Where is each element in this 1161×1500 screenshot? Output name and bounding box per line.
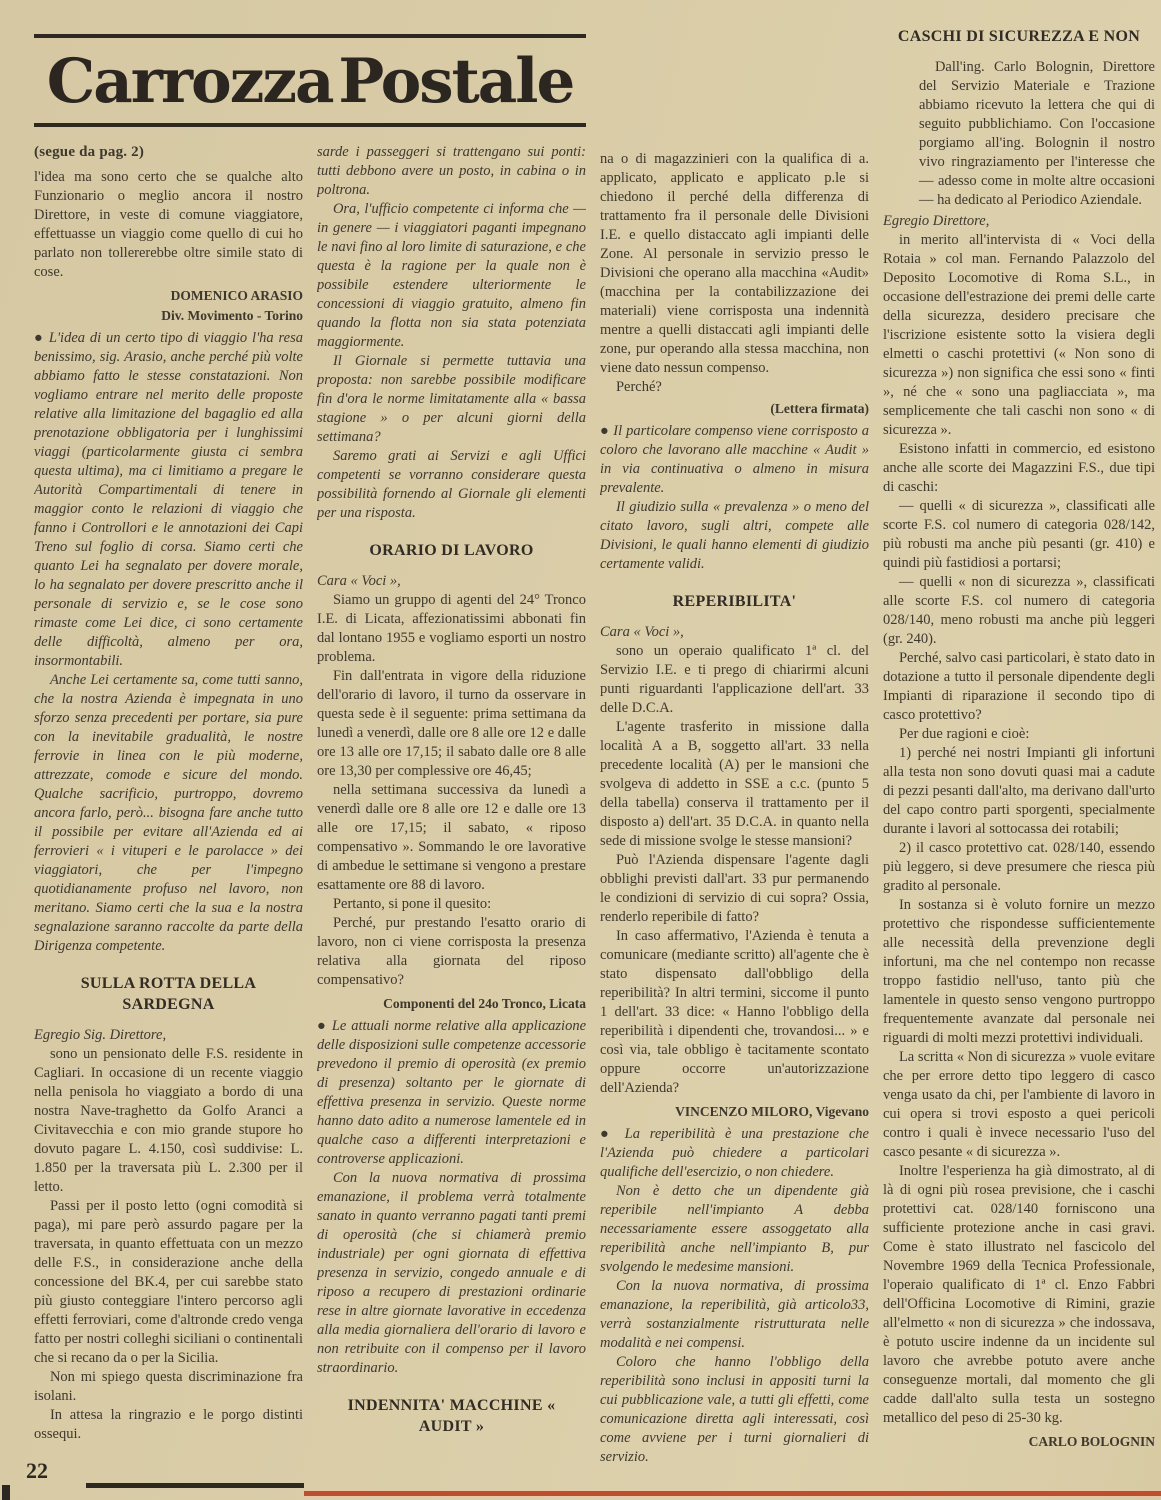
masthead bbox=[34, 24, 586, 127]
page-number: 22 bbox=[26, 1458, 48, 1483]
paragraph: Siamo un gruppo di agenti del 24° Tronco I.E. di Licata, affezionatissimi abbonati fin dal lontano 1955 e vogliamo esporti un nostro problema. bbox=[317, 592, 586, 666]
column-2 bbox=[317, 143, 586, 1443]
paragraph: Esistono infatti in commercio, ed esistono anche alle scorte dei Magazzini F.S., due tipi di caschi: bbox=[883, 441, 1155, 495]
paragraph: 2) il casco protettivo cat. 028/140, essendo più leggero, si deve presumere che riesca più gradito al personale. bbox=[883, 840, 1155, 894]
paragraph: Per due ragioni e cioè: bbox=[898, 726, 1030, 742]
footer-dark-rule bbox=[86, 1483, 304, 1488]
masthead-title: Carrozza Postale bbox=[46, 46, 574, 117]
paragraph: Può l'Azienda dispensare l'agente dagli obblighi previsti dall'art. 33 pur permanendo le condizioni di servizio di cui sopra? Ossia, renderlo reperibile di fatto? bbox=[600, 852, 869, 925]
editor-reply: ● Le attuali norme relative alla applicazione delle disposizioni sulle competenze accessorie prevedono il premio di operosità (ex premio di presenza) soltanto per le giornate di effettiva presenza in servizio. Queste norme hanno dato adito a numerose lamentele ed in qualche caso a differenti interpretazioni e controverse applicazioni. bbox=[317, 1018, 586, 1168]
editor-reply: Il Giornale si permette tuttavia una proposta: non sarebbe possibile modificare fin d'ora le norme limitatamente alla « bassa stagione » o per alcuni giorni della settimana? bbox=[317, 353, 586, 446]
signature: Componenti del 24o Tronco, Licata bbox=[383, 996, 586, 1012]
paragraph: Perché, salvo casi particolari, è stato dato in dotazione a tutto il personale dipendente degli Impianti di riparazione il secondo tipo di casco protettivo? bbox=[883, 650, 1155, 723]
signature: (Lettera firmata) bbox=[770, 401, 869, 416]
paragraph: na o di magazzinieri con la qualifica di a. applicato, applicato e applicato p.le si chiedono il perché della differenza di trattamento fra il personale delle Divisioni I.E. e quello distaccato agli impianti delle Zone. Al personale in servizio presso le Divisioni che operano alla macchina «Audit» (macchina per la contabilizzazione dei materiali) viene corrisposta una indennità mentre a quelli distaccati agli impianti delle zone, pur operando alla stessa macchina, non viene dato nessun compenso. bbox=[600, 151, 869, 376]
column-4 bbox=[883, 24, 1155, 1480]
editor-reply: ● Il particolare compenso viene corrisposto a coloro che lavorano alle macchine « Audit » in via continuativa o almeno in misura prevalente. bbox=[600, 423, 869, 496]
left-section bbox=[34, 24, 586, 1480]
paragraph: 1) perché nei nostri Impianti gli infortuni alla testa non sono dovuti quasi mai a cadute di pezzi pesanti dall'alto, ma derivano dall'urto del capo contro parti sporgenti, specialmente durante i lavori al sottocassa dei rotabili; bbox=[883, 745, 1155, 837]
signature: DOMENICO ARASIO bbox=[170, 288, 303, 304]
column-3 bbox=[600, 24, 869, 1480]
footer-red-rule bbox=[304, 1491, 1161, 1496]
paragraph: In sostanza si è voluto fornire un mezzo protettivo che rispondesse sufficientemente alle necessità della prevenzione degli infortuni, ma che nel contempo non recasse troppo fastidio nell'uso, tanto più che lamentele in questo senso vengono purtroppo frequentemente avanzate dal personale nei riguardi di molti mezzi protettivi individuali. bbox=[883, 897, 1155, 1046]
paragraph: Perché? bbox=[615, 379, 662, 395]
signature: VINCENZO MILORO, Vigevano bbox=[675, 1104, 869, 1119]
salutation: Cara « Voci », bbox=[600, 624, 684, 640]
paragraph: — quelli « di sicurezza », classificati alle scorte F.S. col numero di categoria 028/142, più robusti ma anche più pesanti (gr. 410) e quindi più fastidiosi a portarsi; bbox=[883, 498, 1155, 571]
editor-reply: sarde i passeggeri si trattengano sui ponti: tutti debbono avere un posto, in cabina o in poltrona. bbox=[317, 144, 586, 199]
section-heading-sardegna: SULLA ROTTA DELLA SARDEGNA bbox=[80, 975, 257, 1014]
columns-1-2 bbox=[34, 143, 586, 1443]
section-heading-audit: INDENNITA' MACCHINE « AUDIT » bbox=[347, 1397, 556, 1436]
paragraph: Non mi spiego questa discriminazione fra isolani. bbox=[34, 1369, 303, 1405]
corner-mark bbox=[2, 1485, 10, 1500]
editor-reply: Saremo grati ai Servizi e agli Uffici competenti se vorranno considerare questa possibilità fornendo al Giornale gli elementi per una risposta. bbox=[317, 448, 586, 522]
paragraph: Inoltre l'esperienza ha già dimostrato, al di là di ogni più rosea previsione, che i caschi protettivi cat. 028/140 forniscono una sufficiente protezione anche in casi gravi. Come è stato illustrato nel fascicolo del Novembre 1969 della Tecnica Professionale, l'operaio qualificato di 1ª cl. Enzo Fabbri dell'Officina Locomotive di Rimini, grazie all'elmetto « non di sicurezza » che indossava, è potuto uscire indenne da un incidente sul lavoro che avrebbe potuto avere anche conseguenze mortali, dal momento che gli cadde dall'alto sulla testa un sostegno metallico del peso di 25-30 kg. bbox=[883, 1163, 1155, 1426]
signature-org: Div. Movimento - Torino bbox=[161, 308, 303, 324]
paragraph: nella settimana successiva da lunedì a venerdì dalle ore 8 alle ore 12 e dalle ore 13 alle ore 17,15; il sabato, « riposo compensativo ». Sommando le ore lavorative di ambedue le settimane si vengono a prestare esattamente ore 88 di lavoro. bbox=[317, 782, 586, 894]
paragraph: l'idea ma sono certo che se qualche alto Funzionario o meglio ancora il nostro Direttore, in veste di comune viaggiatore, effettuasse un viaggio come quello di cui ho parlato non tollererebbe oltre simile stato di cose. bbox=[34, 169, 303, 281]
paragraph: Perché, pur prestando l'esatto orario di lavoro, non ci viene corrisposta la presenza relativa alla giornata del riposo compensativo? bbox=[317, 915, 586, 989]
masthead-top-rule bbox=[34, 34, 586, 38]
paragraph: Pertanto, si pone il quesito: bbox=[332, 896, 492, 913]
editor-reply: ● L'idea di un certo tipo di viaggio l'ha resa benissimo, sig. Arasio, anche perché più volte abbiamo fatto le stesse constatazioni. Non vogliamo entrare nel merito delle proposte relative alla limitazione del bagaglio ed alla prenotazione obbligatoria per i lunghissimi viaggi (particolarmente giusta ci sembra questa ultima), ma ci limitiamo a pregare le Autorità Compartimentali di tenere in maggior conto le relazioni di viaggio che fanno i Controllori e le annotazioni dei Capi Treno sul foglio di corsa. Siamo certi che quanto Lei ha segnalato per dovere morale, lo ha segnalato per dovere prescritto anche il personale di servizio e, se le cose sono rimaste come Lei dice, ci sono certamente delle difficoltà, almeno per ora, insormontabili. bbox=[34, 330, 303, 670]
salutation: Egregio Direttore, bbox=[883, 213, 990, 229]
paragraph: in merito all'intervista di « Voci della Rotaia » col man. Fernando Palazzolo del Deposito Locomotive di Roma S.L., in occasione dell'estrazione dei premi delle carte della sicurezza, desidero precisare che l'iscrizione esistente sotto la visiera degli elmetti o caschi protettivi (« Non sono di sicurezza ») non significa che essi sono « finti », né che « sono una pagliacciata », ma semplicemente che tali caschi non sono « di sicurezza ». bbox=[883, 232, 1155, 438]
paragraph: In caso affermativo, l'Azienda è tenuta a comunicare (mediante scritto) all'agente che è stato dispensato dall'obbligo della reperibilità? In altri termini, siccome il punto 1 dell'art. 33 dice: « Hanno l'obbligo della reperibilità i dipendenti che, trovandosi... » e così via, tale obbligo è tacitamente scontato oppure occorre un'autorizzazione dell'Azienda? bbox=[600, 928, 869, 1096]
paragraph: — quelli « non di sicurezza », classificati alle scorte F.S. col numero di categoria 028/140, meno robusti ma anche più leggeri (gr. 240). bbox=[883, 574, 1155, 647]
masthead-bottom-rule bbox=[34, 123, 586, 127]
editor-reply: ● La reperibilità è una prestazione che l'Azienda può chiedere a particolari qualifiche dell'esercizio, o non chiedere. bbox=[600, 1126, 869, 1180]
editor-reply: Con la nuova normativa, di prossima emanazione, la reperibilità, già articolo33, verrà sostanzialmente ristrutturata nelle modalità e nei compensi. bbox=[600, 1278, 869, 1351]
editor-reply: Coloro che hanno l'obbligo della reperibilità sono inclusi in appositi turni la cui pubblicazione vale, a tutti gli effetti, come comunicazione diretta agli interessati, così come avviene per i turni giornalieri di servizio. bbox=[600, 1354, 869, 1465]
paragraph: Passi per il posto letto (ogni comodità si paga), mi pare però assurdo pagare per la traversata, in quanto effettuata con un mezzo delle F.S., in considerazione anche della concessione del BK.4, per cui sarebbe stato più giusto conteggiare l'intero percorso agli effetti ferroviari, come d'altronde credo venga fatto per nostri colleghi siciliani o continentali che si recano da o per la Sicilia. bbox=[34, 1198, 303, 1367]
editor-reply: Non è detto che un dipendente già reperibile nell'impianto A debba necessariamente essere assoggetato alla reperibilità anche nell'impianto B, pur svolgendo le medesime mansioni. bbox=[600, 1183, 869, 1275]
paragraph: sono un pensionato delle F.S. residente in Cagliari. In occasione di un recente viaggio nella penisola ho viaggiato a bordo di una nostra Nave-traghetto da Golfo Aranci a Civitavecchia e con mio grande stupore ho dovuto pagare L. 4.150, così suddivise: L. 1.850 per la traversata più L. 2.300 per il letto. bbox=[34, 1046, 303, 1196]
signature: CARLO BOLOGNIN bbox=[1028, 1434, 1155, 1449]
column-1 bbox=[34, 143, 303, 1443]
paragraph: L'agente trasferito in missione dalla località A a B, soggetto all'art. 33 nella precedente località (A) per le mansioni che svolgeva di addetto in SSE a c.c. (punto 5 della tabella) conserva il trattamento per il disposto a) dell'art. 35 D.C.A. in quanto nella sede di missione svolge le stesse mansioni? bbox=[600, 719, 869, 849]
section-heading-orario: ORARIO DI LAVORO bbox=[369, 542, 534, 560]
editor-reply: Con la nuova normativa di prossima emanazione, il problema verrà totalmente sanato in quanto verranno pagati tanti premi di operosità (che si chiamerà premio industriale) per ogni giornata di effettiva presenza in servizio, congedo annuale e di riposo a recupero di prestazioni ordinarie rese in altre giornate lavorative in eccedenza alla media giornaliera dell'orario di lavoro e non retribuite con il compenso per il lavoro straordinario. bbox=[317, 1170, 586, 1377]
continuation-note: (segue da pag. 2) bbox=[34, 144, 145, 161]
page-content bbox=[34, 24, 1153, 1480]
salutation: Egregio Sig. Direttore, bbox=[34, 1027, 167, 1044]
editor-reply: Ora, l'ufficio competente ci informa che — in genere — i viaggiatori paganti impegnano le navi fino al loro limite di saturazione, e che questa è la ragione per la quale non è possibile estendere ulteriormente le concessioni di viaggio gratuito, almeno fin quando la flotta non sia stata potenziata maggiormente. bbox=[317, 201, 586, 351]
paragraph: Fin dall'entrata in vigore della riduzione dell'orario di lavoro, il turno da osservare in questa sede è il seguente: prima settimana da lunedì a venerdì, dalle ore 8 alle ore 12 e dalle ore 13 alle ore 17,15; il sabato dalle ore 8 alle ore 13,30 per complessive ore 46,45; bbox=[317, 668, 586, 780]
section-heading-reperibilita: REPERIBILITA' bbox=[672, 593, 797, 610]
paragraph: sono un operaio qualificato 1ª cl. del Servizio I.E. e ti prego di chiarirmi alcuni punti riguardanti l'applicazione dell'art. 33 delle D.C.A. bbox=[600, 643, 869, 716]
editor-reply: Anche Lei certamente sa, come tutti sanno, che la nostra Azienda è impegnata in uno sforzo senza precedenti per portare, sia pure con la inevitabile gradualità, le nostre ferrovie in linea con le più moderne, attrezzate, comode e sicure del mondo. Qualche sacrificio, purtroppo, dovremo ancora farlo, però... bisogna fare anche tutto il possibile per evitare all'Azienda ed ai ferrovieri « i vituperi e le parolacce » dei viaggiatori, che per l'impegno quotidianamente profuso nel lavoro, non meritano. Siamo certi che la sua e la nostra segnalazione saranno raccolte da parte della Dirigenza competente. bbox=[34, 672, 303, 955]
paragraph: In attesa la ringrazio e le porgo distinti ossequi. bbox=[34, 1407, 303, 1443]
paragraph: La scritta « Non di sicurezza » vuole evitare che per errore detto tipo leggero di casco venga usato da chi, per l'ambiente di lavoro in cui opera si trovi esposto a quei pericoli contro i quali è invece necessario l'uso del casco pesante « di sicurezza ». bbox=[883, 1049, 1155, 1160]
salutation: Cara « Voci », bbox=[317, 573, 401, 590]
editor-reply: Il giudizio sulla « prevalenza » o meno del citato lavoro, sugli altri, compete alle Divisioni, le quali hanno elementi di giudizio certamente validi. bbox=[600, 499, 869, 572]
section-heading-caschi: CASCHI DI SICUREZZA E NON bbox=[897, 28, 1141, 45]
editor-intro: Dall'ing. Carlo Bolognin, Direttore del Servizio Materiale e Trazione abbiamo ricevuto la lettera che qui di seguito pubblichiamo. Con l'occasione porgiamo all'ing. Bolognin il nostro vivo ringraziamento per l'interesse che — adesso come in molte altre occasioni — ha dedicato al Periodico Aziendale. bbox=[919, 59, 1155, 208]
